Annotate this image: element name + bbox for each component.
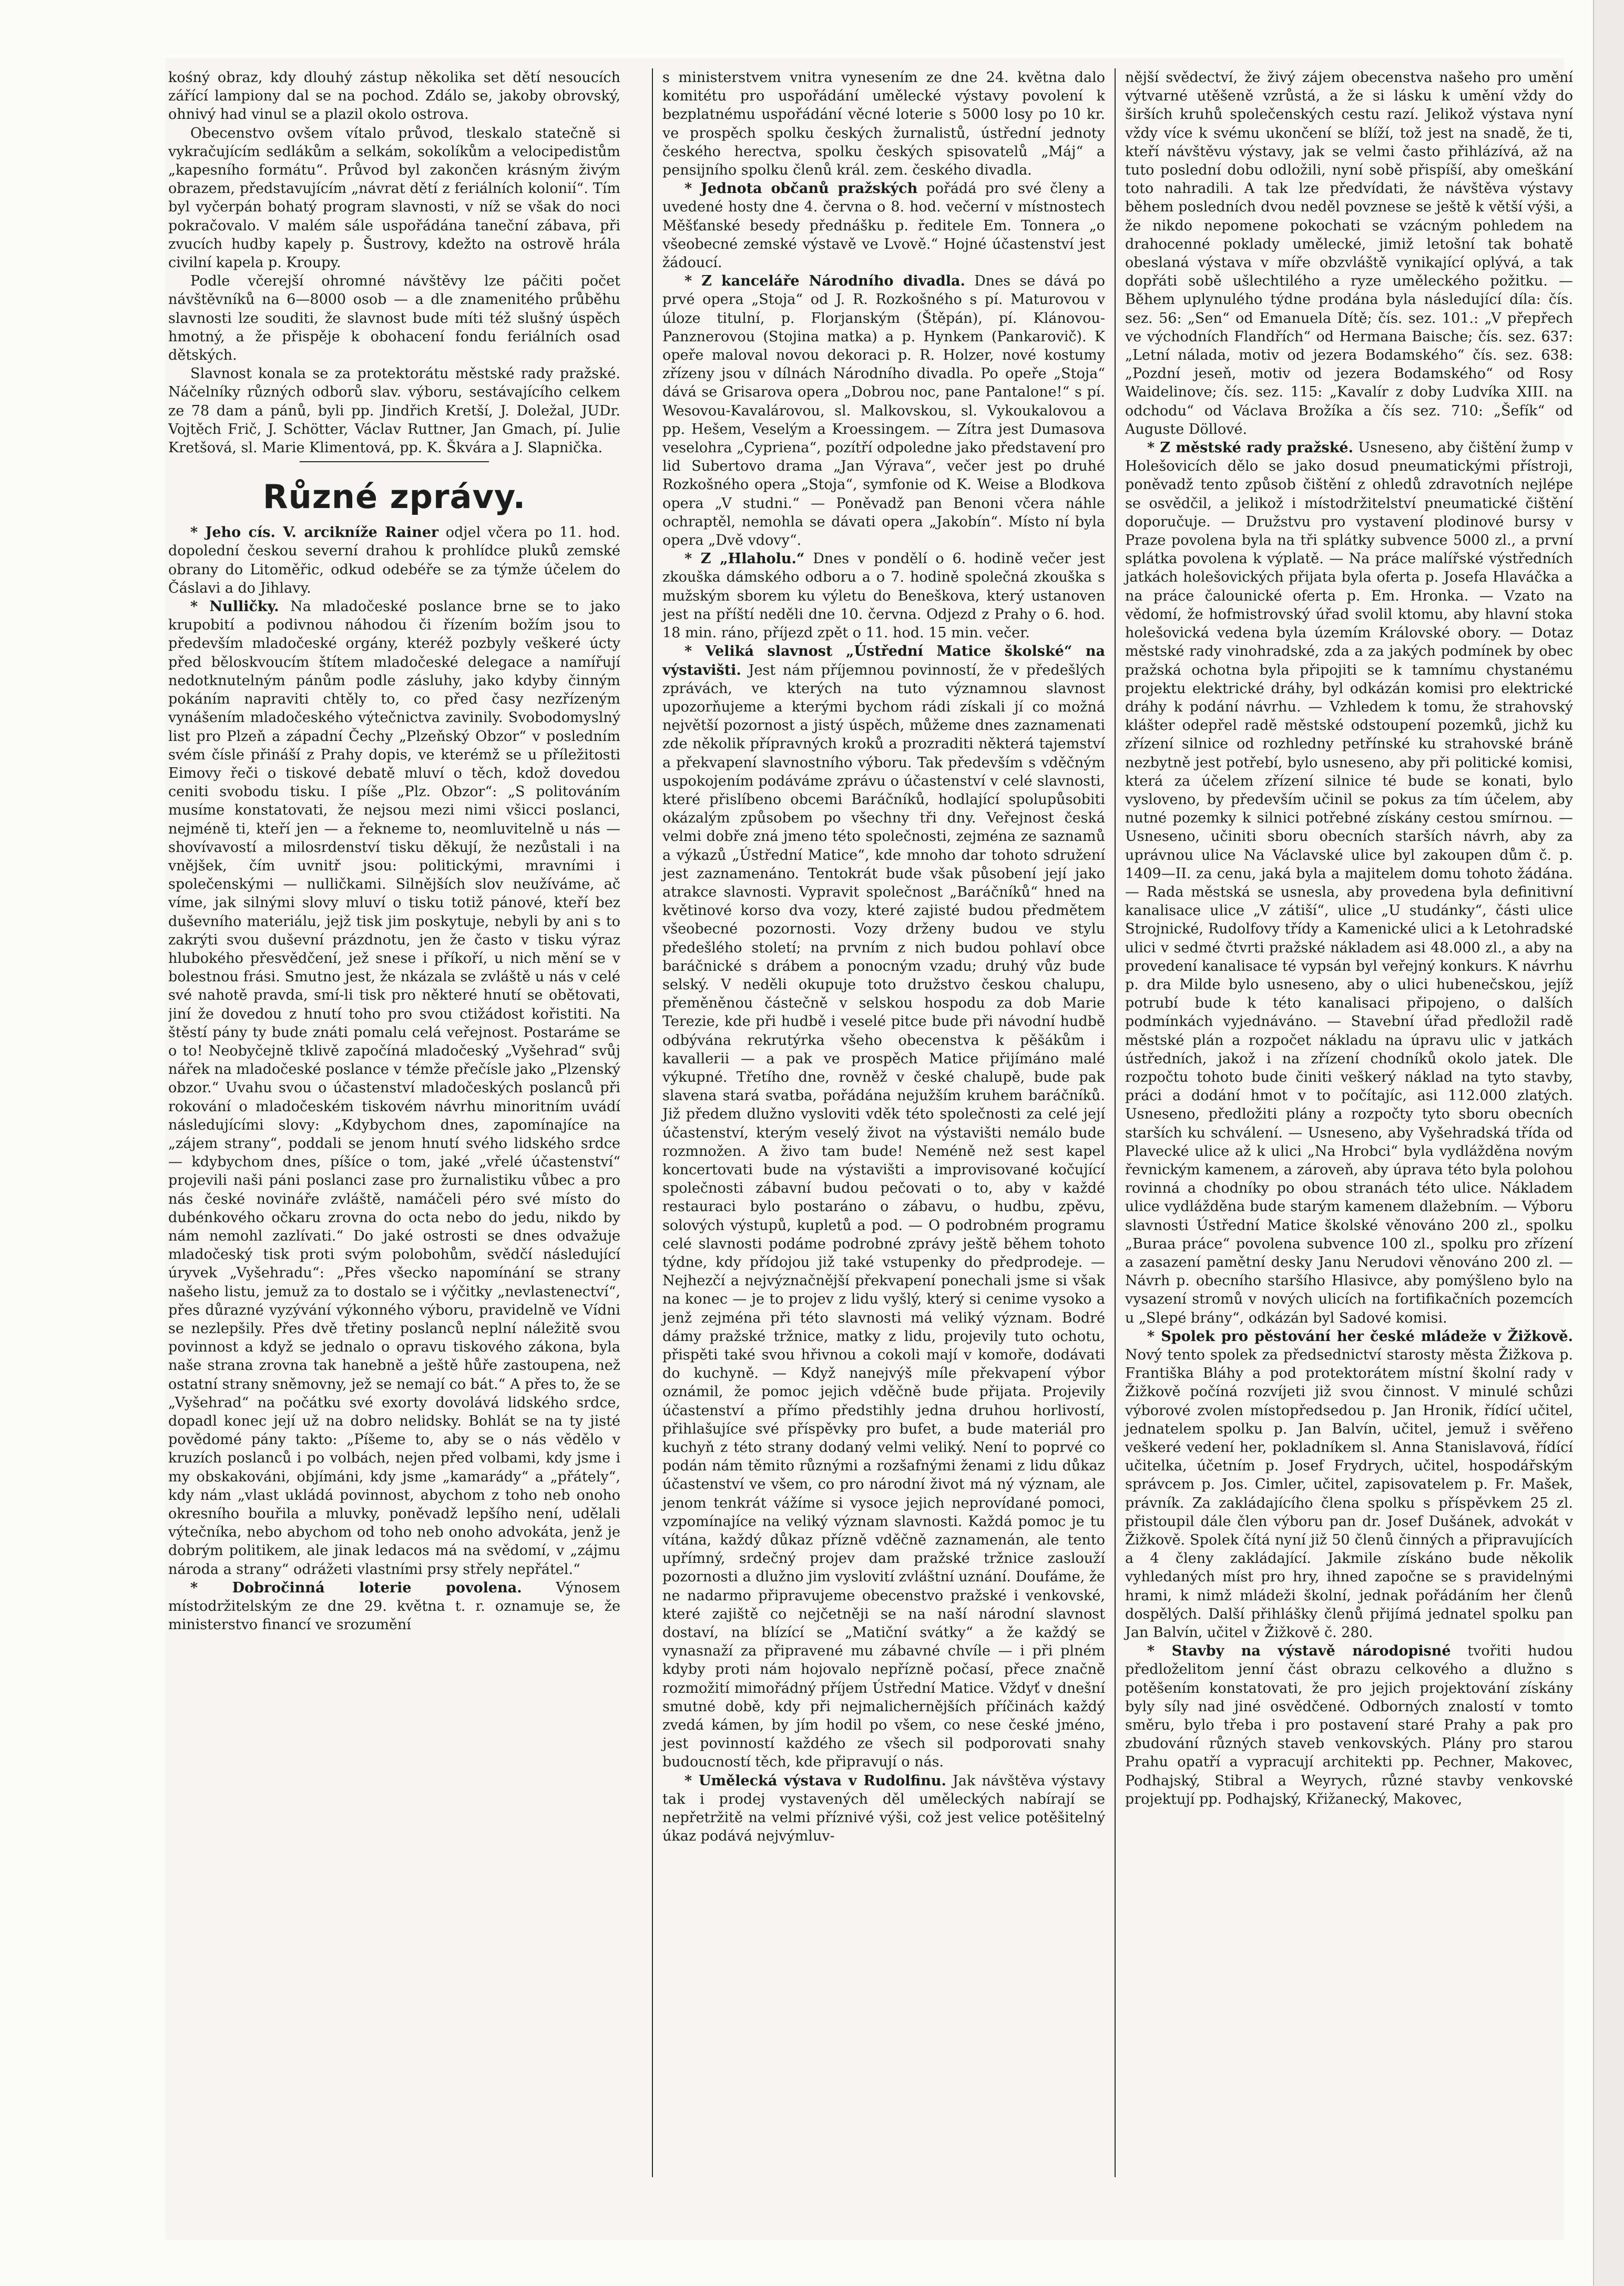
news-lead: * Nulličky. [190, 598, 279, 615]
news-lead: * Jeho cís. V. arcikníže Rainer [190, 524, 439, 541]
news-lead: * Umělecká výstava v Rudolfinu. [685, 1772, 946, 1789]
news-item [1125, 1642, 1573, 1809]
news-item [662, 550, 1105, 642]
news-lead: * Veliká slavnost „Ústřední Matice školské“ na výstavišti. [662, 643, 1105, 678]
news-text: Výnosem místodržitelským ze dne 29. května t. r. oznamuje se, že ministerstvo financí ve srozumění [168, 1579, 620, 1633]
news-lead: * Z městské rady pražské. [1147, 440, 1353, 456]
paragraph: Obecenstvo ovšem vítalo průvod, tleskalo statečně si vykračujícím sedlákům a selkám, sokolíkům a velocipedistům „kapesního formátu“. Průvod byl zakončen krásným živým obrazem, představujícím „návrat dětí z feriálních kolonií“. Tím byl vyčerpán bohatý program slavnosti, v níž se však do noci pokračovalo. V malém sále uspořádána taneční zábava, při zvucích hudby kapely p. Šustrovy, kdežto na ostrově hrála civilní kapela p. Kroupy. [168, 125, 620, 271]
news-item [1125, 1327, 1573, 1642]
news-lead: * Z „Hlaholu.“ [685, 551, 805, 567]
paragraph: Slavnost konala se za protektorátu městské rady pražské. Náčelníky různých odborů slav. výboru, sestávajícího celkem ze 78 dam a pánů, byli pp. Jindřich Kretší, J. Doležal, JUDr. Vojtěch Frič, J. Schötter, Václav Ruttner, Jan Gmach, pí. Julie Kretšová, sl. Marie Klimentová, pp. K. Škvára a J. Slapnička. [168, 365, 620, 456]
paragraph: s ministerstvem vnitra vynesením ze dne 24. května dalo komitétu pro uspořádání umělecké výstavy povolení k bezplatnému uspořádání věcné loterie s 5000 losy po 10 kr. ve prospěch spolku českých žurnalistů, ústřední jednoty českého herectva, spolku českých spisovatelů „Máj“ a pensijního spolku členů král. zem. českého divadla. [662, 69, 1105, 179]
paragraph: Podle včerejší ohromné návštěvy lze páčiti počet návštěvníků na 6—8000 osob — a dle znamenitého průběhu slavnosti lze souditi, že slavnost bude míti též slušný úspěch hmotný, a že přispěje k obohacení fondu feriálních osad dětských. [168, 273, 620, 364]
news-text: Dnes se dává po prvé opera „Stoja“ od J. R. Rozkošného s pí. Maturovou v úloze titulní, p. Florjanským (Štěpán), pí. Klánovou-Panznerovou (Stojina matka) a p. Hynkem (Pankarovič). K opeře maloval novou dekoraci p. R. Holzer, nové kostumy zřízeny jsou v dílnách Národního divadla. Po opeře „Stoja“ dává se Grisarova opera „Dobrou noc, pane Pantalone!“ s pí. Wesovou-Kavalárovou, sl. Malkovskou, sl. Vykoukalovou a pp. Hešem, Veselým a Kroessingem. — Zítra jest Dumasova veselohra „Cypriena“, pozítří odpoledne jako představení pro lid Subertovo drama „Jan Výrava“, večer jest po druhé Rozkošného opera „Stoja“, symfonie od K. Weise a Blodkova opera „V studni.“ — Poněvadž pan Benoni včera náhle ochraptěl, nemohla se dávati opera „Jakobín“. Místo ní byla opera „Dvě vdovy“. [662, 273, 1105, 549]
news-lead: * Stavby na výstavě národopisné [1147, 1643, 1451, 1660]
news-item [662, 179, 1105, 272]
news-item [662, 642, 1105, 1771]
news-text: Nový tento spolek za předsednictví starosty města Žižkova p. Františka Bláhy a pod protektorátem místní školní rady v Žižkově počíná rozvíjeti již svou činnost. V minulé schůzi výborové zvolen místopředsedou p. Jan Hronik, řídící učitel, jednatelem spolku p. Jan Balvín, učitel, jemuž i svěřeno veškeré vedení her, pokladníkem sl. Anna Stanislavová, řídící učitelka, účetním p. Josef Frydrych, učitel, hospodářským správcem p. Jos. Cimler, učitel, zapisovatelem p. Fr. Mašek, právník. Za zakládajícího člena spolku s příspěvkem 25 zl. přistoupil dále člen výboru pan dr. Josef Dušánek, advokát v Žižkově. Spolek čítá nyní již 50 členů činných a připravujících a 4 členy zakládající. Jakmile získáno bude několik vyhledaných míst pro hry, ihned započne se s pravidelnými hrami, k nimž mládeži školní, jednak pořádáním her členů dospělých. Další přihlášky členů přijímá jednatel spolku pan Jan Balvín, učitel v Žižkově č. 280. [1125, 1347, 1573, 1641]
news-lead: * Spolek pro pěstování her české mládeže v Žižkově. [1147, 1328, 1573, 1345]
page-edge [1593, 0, 1624, 2286]
column-middle [652, 68, 1105, 2177]
column-left [168, 68, 620, 2177]
news-lead: * Dobročinná loterie povolena. [190, 1579, 522, 1596]
news-item [662, 1772, 1105, 1846]
section-heading: Různé zprávy. [262, 477, 526, 516]
news-item [662, 272, 1105, 550]
news-text: pořádá pro své členy a uvedené hosty dne 4. června o 8. hod. večerní v místnostech Měšťanské besedy přednášku p. ředitele Em. Tonnera „o všeobecné zemské výstavě ve Lvově.“ Hojné účastenství jest žádoucí. [662, 180, 1105, 271]
news-text: tvořiti hudou předloželitom jenní část obrazu celkového a dlužno s potěšením konstatovati, že pro jejich projektování získány byly síly nad jiné osvědčené. Odborných znalostí v tomto směru, bylo třeba i pro postavení staré Prahy a pak pro zbudování různých staveb venkovských. Plány pro starou Prahu opatří a vypracují architekti pp. Pechner, Makovec, Podhajský, Stibral a Weyrych, různé stavby venkovské projektují pp. Podhajský, Křižanecký, Makovec, [1125, 1643, 1573, 1807]
news-text: Na mladočeské poslance brne se to jako krupobití a podivnou náhodou či řízením božím jsou to především mladočeské orgány, kteréž pozbyly veškeré úcty před běloskvoucím štítem mladočeské delegace a namířují nedotknutelným pánům podle zásluhy, jako kdyby činným pokáním napraviti chtěly to, co před časy nezřízeným vynášením mladočeského výtečnictva zavinily. Svobodomyslný list pro Plzeň a západní Čechy „Plzeňský Obzor“ v posledním svém čísle přináší z Prahy dopis, ve kterémž se u příležitosti Eimovy řeči o tiskové debatě mluví o těch, kdož dovedou ceniti svobodu tisku. I píše „Plz. Obzor“: „S politováním musíme konstatovati, že nejsou mezi nimi všicci poslanci, nejméně ti, kteří jen — a řekneme to, neomluvitelně u nás — shovívavostí a milosrdenství tisku děkují, že nezůstali i na vnějšek, čím uvnitř jsou: politickými, mravními i společenskými — nulličkami. Silnějších slov neužíváme, ač víme, jak silnými slovy mluví o tisku totiž pánové, kteří bez duševního materiálu, jejž tisk jim poskytuje, nebyli by ani s to zakrýti svou duševní prázdnotu, jen že často v tisku výraz hlubokého přesvědčení, jež snese i příkoří, u nich mění se v bolestnou frási. Smutno jest, že nkázala se zvláště u nás v celé své nahotě pravda, smí-li tisk pro některé hnutí se obětovati, jiní že dovedou z hnutí toho pro svou ctižádost kořistiti. Na štěstí pány ty bude znáti pomalu celá veřejnost. Postaráme se o to! Neobyčejně tklivě započíná mladočeský „Vyšehrad“ svůj nářek na mladočeské poslance v témže přečísle jako „Plzenský obzor.“ Uvahu svou o účastenství mladočeských poslanců při rokování o mladočeském tiskovém návrhu minoritním uvádí následujícími slovy: „Kdybychom dnes, zapomínajíce na „zájem strany“, poddali se jenom hnutí svého lidského srdce — kdybychom dnes, píšíce o tom, jaké „vřelé účastenství“ projevili naši páni poslanci zase pro žurnalistiku vůbec a pro nás české novináře zvláště, namáčeli péro své místo do dubénkového očkaru zrovna do octa nebo do jedu, nikdo by nám nemohl zazlívati.“ Do jaké ostrosti se dnes odvažuje mladočeský tisk proti svým polobohům, svědčí následující úryvek „Vyšehradu“: „Přes všecko napomínání se strany našeho listu, jemuž za to dostalo se i výčitky „nevlastenectví“, přes důrazné vyzývání výkonného výboru, pravidelně ve Vídni se nezlepšily. Přes dvě třetiny poslanců neplní náležitě svou povinnost a když se jednalo o opravu tiskového zákona, byla naše strana zrovna tak hanebně a ještě hůře zastoupena, než ostatní strany sněmovny, jež se nemají co bát.“ A přes to, že se „Vyšehrad“ na počátku své exorty dovolává lidského srdce, dopadl konec její už na dobro nelidsky. Bohlát se na ty jisté povědomé pány takto: „Píšeme to, aby se o nás vědělo v kruzích poslanců i po volbách, nejen před volbami, kdy jsme i my obskakováni, objímáni, kdy jsme „kamarády“ a „přátely“, kdy nám „vlast ukládá povinnost, abychom z toho neb onoho okresního bouřila a mluvky, poněvadž lepšího není, udělali výtečníka, nebo abychom od toho neb onoho advokáta, jenž je dobrým politikem, ale jinak ledacos má na svědomí, v „zájmu národa a strany“ odrážeti vlastními prsy střely nepřátel.“ [168, 598, 620, 1578]
news-text: Dnes v pondělí o 6. hodině večer jest zkouška dámského odboru a o 7. hodině společná zkouška s mužským sborem ku výletu do Beneškova, který ustanoven jest na příští neděli dne 10. června. Odjezd z Prahy o 6. hod. 18 min. ráno, příjezd zpět o 11. hod. 15 min. večer. [662, 551, 1105, 642]
news-lead: * Z kanceláře Národního divadla. [685, 273, 965, 290]
news-text: Usneseno, aby čištění žump v Holešovicích dělo se jako dosud pneumatickými přístroji, poněvadž tento způsob čištění z ohledů zdravotních nejlépe se osvědčil, a jelikož i místodržitelství pneumatické čištění doporučuje. — Družstvu pro vystavení plodinové bursy v Praze povolena byla na tři splátky subvence 5000 zl., a první splátka povolena k výplatě. — Na práce malířské výstředních jatkách holešovických přijata byla oferta p. Josefa Hlaváčka a na práce čalounické oferta p. Em. Hronka. — Vzato na vědomí, že hofmistrovský úřad svolil ktomu, aby hlavní stoka holešovická vedena byla územím Královské obory. — Dotaz městské rady vinohradské, zda a za jakých podmínek by obec pražská ochotna byla připojiti se k tamnímu chystanému projektu elektrické dráhy, byl odkázán komisi pro elektrické dráhy k podání návrhu. — Vzhledem k tomu, že strahovský klášter odepřel radě městské odstoupení pozemků, jichž ku zřízení silnice od rozhledny petřínské ku strahovské bráně nezbytně jest potřebí, bylo usneseno, aby při politické komisi, která za účelem zřízení silnice té bude se konati, bylo vysloveno, by především učinil se pokus za tím účelem, aby nutné pozemky k silnici potřebné získány cestou smírnou. — Usneseno, učiniti sboru obecních starších návrh, aby za uprávnou ulice Na Václavské ulice byl zakoupen dům č. p. 1409—II. za cenu, jaká byla a majitelem domu tohoto žádána. — Rada městská se usnesla, aby provedena byla definitivní kanalisace ulice „V zátiší“, ulice „U studánky“, části ulice Strojnické, Rudolfovy třídy a Kamenické ulici a k Letohradské ulici v sedmé čtvrti pražské nákladem asi 48.000 zl., a aby na provedení kanalisace té vypsán byl veřejný konkurs. K návrhu p. dra Milde bylo usneseno, aby o ulici hubenečskou, jejíž potrubí bude k této kanalisaci připojeno, o dalších podmínkách vyjednáváno. — Stavební úřad předložil radě městské plán a rozpočet nákladu na úpravu ulic v jatkách ústředních, jakož i na zřízení chodníků okolo jatek. Dle rozpočtu tohoto bude činiti veškerý náklad na tyto stavby, práci a dodání hmot v to počítajíc, asi 112.000 zlatých. Usneseno, předložiti plány a rozpočty tyto sboru obecních starších ku schválení. — Usneseno, aby Vyšehradská třída od Plavecké ulice až k ulici „Na Hrobci“ byla vydlážděna novým řevnickým kamenem, a zároveň, aby úprava této byla polohou rovinná a chodníky po obou stranách této ulice. Nákladem ulice vydlážděna bude starým kamenem dlažebním. — Výboru slavnosti Ústřední Matice školské věnováno 200 zl., spolku „Buraa práce“ povolena subvence 100 zl., spolku pro zřízení a zasazení pamětní desky Janu Nerudovi věnováno 200 zl. — Návrh p. obecního staršího Hlasivce, aby pomýšleno bylo na vysazení stromů v nových ulicích na fortifikačních pozemcích u „Slepé brány“, odkázán byl Sadové komisi. [1125, 440, 1573, 1326]
news-text: Jest nám příjemnou povinností, že v předešlých zprávách, ve kterých na tuto významnou slavnost upozorňujeme a kterými bychom rádi získali jí co možná největší pozornost a jistý úspěch, můžeme dnes zaznamenati zde několik přípravných kroků a prozraditi některá tajemství a překvapení slavnostního výboru. Tak především s vděčným uspokojením podáváme zprávu o účastenství v celé slavnosti, které přislíbeno obcemi Baráčníků, hodlající spolupůsobiti okázalým způsobem po všechny tři dny. Veřejnost česká velmi dobře zná jmeno této společnosti, zejména ze saznamů a výkazů „Ústřední Matice“, kde mnoho dar tohoto sdružení jest zaznamenáno. Tentokrát bude však působení její jako atrakce slavnosti. Vypravit společnost „Baráčníků“ hned na květinové korso dva vozy, které zajisté budou předmětem všeobecné pozornosti. Vozy drženy budou ve stylu předešlého století; na prvním z nich budou pohlaví obce baráčnické s drábem a ponocným vzadu; druhý vůz bude selský. V neděli okupuje toto družstvo českou chalupu, přeměněnou částečně v selskou hospodu za dob Marie Terezie, kde při hudbě i veselé pitce bude při návodní hudbě odbývána rekrutýrka všeho obecenstva k pěšákům i kavallerii — a pak ve prospěch Matice přijímáno malé výkupné. Třetího dne, rovněž v české chalupě, bude pak slavena stará svatba, pořádána nejužším kruhem baráčníků. Již předem dlužno vysloviti vděk této společnosti za celé její účastenství, kterým veselý život na výstavišti nemálo bude rozmnožen. A živo tam bude! Neméně než sest kapel koncertovati bude na výstavišti a improvisované kočující společnosti zábavní budou pečovati o to, aby v každé restauraci bylo postaráno o zábavu, o hudbu, zpěvu, solových výstupů, kupletů a pod. — O podrobném programu celé slavnosti podáme podrobné zprávy ještě během tohoto týdne, kdy přídojou již také vstupenky do předprodeje. — Nejhezčí a nejvýznačnější překvapení ponechali jsme si však na konec — je to projev z lidu vyšlý, který si cenime vysoko a jenž zejména při této slavnosti má veliký význam. Bodré dámy pražské tržnice, matky z lidu, projevily tuto ochotu, přispěti také svou hřivnou a cokoli mají v komoře, dodávati do kuchyně. — Když nanejvýš míle překvapení výbor oznámil, že pomoc jejich vděčně bude přijata. Projevily účastenství a přímo předstihly jedna druhou horlivostí, přihlašujíce své příspěvky pro bufet, a bude materiál pro kuchyň z této strany dodaný velmi veliký. Není to poprvé co podán nám těmito různými a rozšafnými ženami z lidu důkaz účastenství ve všem, co pro národní život má ný význam, ale jenom tenkrát vážíme si vysoce jejich neprovídané pomoci, vzpomínajíce na veliký význam slavnosti. Každá pomoc je tu vítána, každý důkaz přízně vděčně zaznamenán, ale tento upřímný, srdečný projev dam pražské tržnice zaslouží pozornosti a dlužno jim vyslovití zvláštní uznání. Doufáme, že ne nadarmo připravujeme obecenstvo pražské i venkovské, které zajiště co nejčetněji se na naší národní slavnost dostaví, na blízící se „Matiční svátky“ a že každý se vynasnaží za připravené mu zábavné chvíle — i při plném kdyby proti nám hojovalo nepřízně počasí, přece značně rozmožití mimořádný příjem Ústřední Matice. Vždyť v dnešní smutné době, kdy při nejmalichernějších příčinách každý zvedá kámen, by jím hodil po všem, co nese české jméno, jest povinností každého ze všech sil podporovati snahy budoucností těch, kde připravují o nás. [662, 662, 1105, 1771]
news-lead: * Jednota občanů pražských [685, 180, 918, 197]
column-right [1115, 68, 1573, 2177]
news-text: Jak návštěva výstavy tak i prodej vystavených děl uměleckých nabírají se nepřetržitě na velmi příznivé výši, což jest velice potěšitelný úkaz podává nejvýmluv- [662, 1772, 1105, 1845]
news-item [168, 597, 620, 1579]
news-item [168, 523, 620, 597]
section-divider [300, 461, 489, 462]
news-text: odjel včera po 11. hod. dopolední českou severní drahou k prohlídce pluků zemské obrany do Litoměřic, odkud odebéře se za týmže účelem do Čáslavi a do Jihlavy. [168, 524, 620, 596]
paragraph: kośný obraz, kdy dlouhý zástup několika set dětí nesoucích zářící lampiony dal se na pochod. Zdálo se, jakoby obrovský, ohnivý had vinul se a plazil okolo ostrova. [168, 69, 620, 123]
paragraph: nější svědectví, že živý zájem obecenstva našeho pro umění výtvarné utěšeně vzrůstá, a že si lásku k umění vždy do širších kruhů společenských cestu razí. Jelikož výstava nyní vždy více k svému ukončení se blíží, tož jest na snadě, že ti, kteří návštěvu výstavy, jak se velmi často přihlázívá, až na tuto poslední dobu odložili, nyní sobě přispíší, aby omeškání toto nahradili. A tak lze předvídati, že návštěva výstavy během posledních dvou neděl povznese se ještě k větší výši, a že nikdo nepomene pokochati se vzácným pohledem na drahocenné poklady umělecké, jimiž letošní tak bohatě obeslaná výstava v míře obzvláště vynikající oplývá, a tak dopřáti sobě ušlechtilého a ryze uměleckého požitku. — Během uplynulého týdne prodána byla následující díla: čís. sez. 56: „Sen“ od Emanuela Dítě; čís. sez. 101.: „V přepřech ve východních Flandřích“ od Hermana Baische; čís. sez. 637: „Letní nálada, motiv od jezera Bodamského“ čís. sez. 638: „Pozdní jeseň, motiv od jezera Bodamského“ od Rosy Waidelinove; čís. sez. 115: „Kavalír z doby Ludvíka XIII. na odchodu“ od Václava Brožíka a čís sez. 710: „Šefík“ od Auguste Döllové. [1125, 69, 1573, 438]
news-item [1125, 439, 1573, 1327]
news-item [168, 1579, 620, 1634]
